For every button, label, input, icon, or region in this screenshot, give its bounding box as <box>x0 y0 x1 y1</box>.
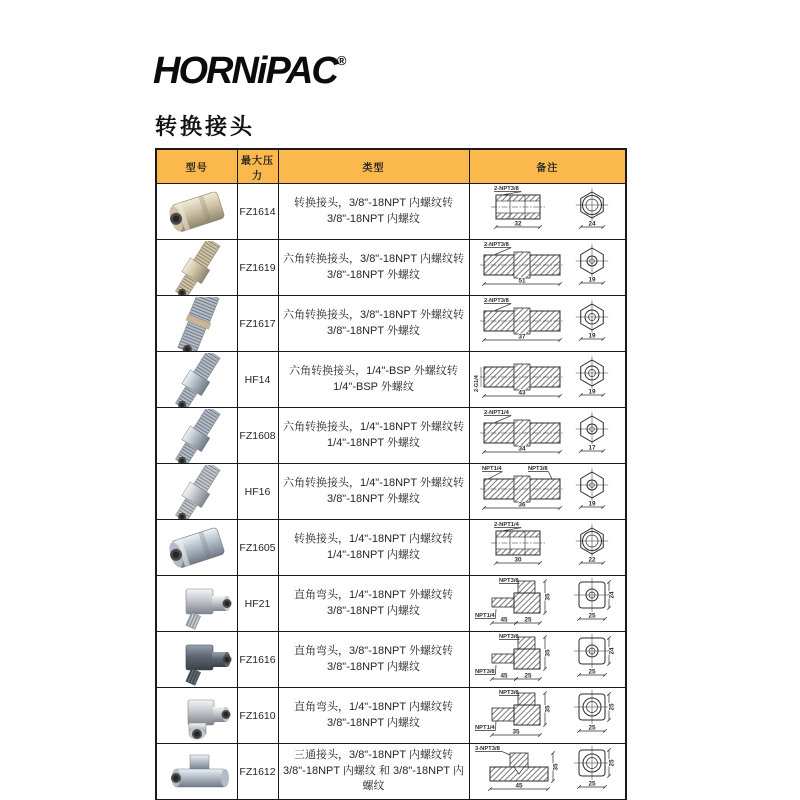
svg-text:35: 35 <box>544 705 552 713</box>
technical-drawing <box>472 352 623 407</box>
type-description: 直角弯头，1/4"-18NPT 外螺纹转 3/8"-18NPT 内螺纹 <box>294 588 453 617</box>
model-number: FZ1614 <box>239 205 276 218</box>
svg-text:2-NPT3/8: 2-NPT3/8 <box>493 186 519 192</box>
model-cell <box>237 688 278 744</box>
type-cell <box>278 632 469 688</box>
table-row <box>156 576 626 632</box>
technical-drawing-graphic <box>472 352 622 402</box>
svg-text:35: 35 <box>544 593 552 601</box>
drawing-cell <box>469 352 626 408</box>
table-row <box>156 464 626 520</box>
technical-drawing <box>472 408 623 463</box>
product-photo-graphic <box>162 577 232 631</box>
svg-text:19: 19 <box>588 388 596 396</box>
technical-drawing-graphic <box>472 520 622 570</box>
svg-text:19: 19 <box>588 500 596 508</box>
svg-text:25: 25 <box>608 703 616 711</box>
svg-text:25: 25 <box>588 724 596 732</box>
drawing-cell <box>469 744 626 800</box>
svg-text:2-NPT3/8: 2-NPT3/8 <box>483 242 509 248</box>
photo-cell <box>156 184 237 240</box>
product-photo-graphic <box>162 633 232 687</box>
drawing-cell <box>469 240 626 296</box>
type-description: 转换接头，3/8"-18NPT 内螺纹转 3/8"-18NPT 内螺纹 <box>294 196 453 225</box>
svg-text:25: 25 <box>588 668 596 676</box>
technical-drawing <box>472 632 623 687</box>
model-cell <box>237 408 278 464</box>
model-cell <box>237 744 278 800</box>
table-header-row <box>156 149 626 184</box>
type-description: 直角弯头，3/8"-18NPT 外螺纹转 3/8"-18NPT 内螺纹 <box>294 644 453 673</box>
svg-text:24: 24 <box>608 647 616 655</box>
table-row <box>156 408 626 464</box>
photo-cell <box>156 520 237 576</box>
technical-drawing <box>472 464 623 519</box>
svg-text:NPT3/8: NPT3/8 <box>474 669 495 675</box>
technical-drawing <box>472 688 623 743</box>
svg-text:25: 25 <box>588 612 596 620</box>
technical-drawing-graphic <box>472 408 622 458</box>
photo-cell <box>156 632 237 688</box>
drawing-cell <box>469 464 626 520</box>
svg-text:35: 35 <box>544 649 552 657</box>
model-number: FZ1617 <box>239 317 276 330</box>
technical-drawing <box>472 576 623 631</box>
svg-text:2-NPT3/8: 2-NPT3/8 <box>483 298 509 304</box>
svg-text:19: 19 <box>588 276 596 284</box>
product-photo-graphic <box>162 465 232 519</box>
brand-logo-text: HORNiPAC <box>153 50 337 92</box>
technical-drawing-graphic <box>472 240 622 290</box>
drawing-cell <box>469 688 626 744</box>
product-photo-graphic <box>162 185 232 239</box>
technical-drawing <box>472 296 623 351</box>
svg-text:45: 45 <box>515 782 523 790</box>
svg-text:3-NPT3/8: 3-NPT3/8 <box>474 746 500 752</box>
svg-text:NPT3/8: NPT3/8 <box>498 634 519 640</box>
type-description: 六角转换接头，3/8"-18NPT 内螺纹转 3/8"-18NPT 外螺纹 <box>283 252 464 281</box>
table-row <box>156 688 626 744</box>
drawing-cell <box>469 296 626 352</box>
drawing-cell <box>469 184 626 240</box>
model-cell <box>237 576 278 632</box>
technical-drawing-graphic <box>472 632 622 682</box>
table-row <box>156 352 626 408</box>
svg-text:24: 24 <box>588 220 596 228</box>
svg-text:NPT1/4: NPT1/4 <box>481 466 502 472</box>
technical-drawing <box>472 744 623 799</box>
type-cell <box>278 296 469 352</box>
type-cell <box>278 184 469 240</box>
type-cell <box>278 688 469 744</box>
model-cell <box>237 632 278 688</box>
table-row <box>156 744 626 800</box>
drawing-cell <box>469 408 626 464</box>
svg-text:NPT1/4: NPT1/4 <box>474 613 495 619</box>
svg-text:37: 37 <box>518 333 526 341</box>
technical-drawing-graphic <box>472 688 622 738</box>
model-number: FZ1610 <box>239 709 276 722</box>
svg-text:2-NPT1/4: 2-NPT1/4 <box>483 410 509 416</box>
technical-drawing-graphic <box>472 184 622 234</box>
technical-drawing-graphic <box>472 464 622 514</box>
model-number: FZ1616 <box>239 653 276 666</box>
svg-text:35: 35 <box>552 763 560 771</box>
svg-text:25: 25 <box>608 759 616 767</box>
model-cell <box>237 240 278 296</box>
product-photo-graphic <box>162 297 232 351</box>
type-description: 六角转换接头，1/4"-18NPT 外螺纹转 3/8"-18NPT 外螺纹 <box>283 476 464 505</box>
model-number: FZ1619 <box>239 261 276 274</box>
col-header-notes: 备注 <box>469 149 626 184</box>
product-photo-graphic <box>162 353 232 407</box>
photo-cell <box>156 240 237 296</box>
svg-text:25: 25 <box>524 616 532 624</box>
type-cell <box>278 744 469 800</box>
table-row <box>156 520 626 576</box>
type-cell <box>278 520 469 576</box>
svg-text:NPT3/8: NPT3/8 <box>527 466 548 472</box>
registered-trademark-icon: ® <box>336 53 347 68</box>
model-number: HF16 <box>244 485 271 498</box>
type-cell <box>278 464 469 520</box>
technical-drawing <box>472 520 623 575</box>
product-photo-graphic <box>162 745 232 799</box>
type-description: 转换接头，1/4"-18NPT 内螺纹转 1/4"-18NPT 内螺纹 <box>294 532 453 561</box>
svg-text:24: 24 <box>608 591 616 599</box>
table-row <box>156 240 626 296</box>
table-row <box>156 296 626 352</box>
product-photo-graphic <box>162 241 232 295</box>
model-cell <box>237 520 278 576</box>
type-cell <box>278 352 469 408</box>
products-table <box>155 148 627 800</box>
col-header-max-pressure: 最大压力 <box>237 149 278 184</box>
type-description: 直角弯头，1/4"-18NPT 内螺纹转 3/8"-18NPT 内螺纹 <box>294 700 453 729</box>
type-description: 六角转换接头，1/4"-18NPT 外螺纹转 1/4"-18NPT 外螺纹 <box>283 420 464 449</box>
svg-text:45: 45 <box>500 672 508 680</box>
drawing-cell <box>469 520 626 576</box>
photo-cell <box>156 352 237 408</box>
type-description: 六角转换接头，3/8"-18NPT 外螺纹转 3/8"-18NPT 外螺纹 <box>283 308 464 337</box>
model-number: FZ1605 <box>239 541 276 554</box>
technical-drawing <box>472 184 623 239</box>
model-number: FZ1612 <box>239 765 276 778</box>
brand-logo <box>153 50 346 93</box>
technical-drawing <box>472 240 623 295</box>
product-photo-graphic <box>162 409 232 463</box>
col-header-model: 型号 <box>156 149 237 184</box>
product-photo-graphic <box>162 689 232 743</box>
model-cell <box>237 464 278 520</box>
photo-cell <box>156 744 237 800</box>
svg-text:NPT3/8: NPT3/8 <box>498 690 519 696</box>
type-cell <box>278 240 469 296</box>
svg-text:30: 30 <box>514 556 522 564</box>
photo-cell <box>156 408 237 464</box>
col-header-type: 类型 <box>278 149 469 184</box>
table-body <box>156 184 626 800</box>
type-description: 三通接头，3/8"-18NPT 内螺纹转 3/8"-18NPT 内螺纹 和 3/8"-18NPT 内螺纹 <box>282 748 465 793</box>
table-row <box>156 184 626 240</box>
product-photo-graphic <box>162 521 232 575</box>
type-description: 六角转换接头，1/4"-BSP 外螺纹转 1/4"-BSP 外螺纹 <box>289 364 458 393</box>
svg-text:25: 25 <box>588 780 596 788</box>
technical-drawing-graphic <box>472 744 622 794</box>
svg-text:2-NPT1/4: 2-NPT1/4 <box>493 522 519 528</box>
technical-drawing-graphic <box>472 576 622 626</box>
type-cell <box>278 576 469 632</box>
svg-text:36: 36 <box>518 501 526 509</box>
page-title: 转换接头 <box>155 114 256 139</box>
model-number: HF14 <box>244 373 271 386</box>
svg-text:2-G1/4: 2-G1/4 <box>473 375 480 392</box>
model-number: HF21 <box>244 597 271 610</box>
svg-text:17: 17 <box>588 444 596 452</box>
svg-text:22: 22 <box>588 556 596 564</box>
model-cell <box>237 296 278 352</box>
svg-text:35: 35 <box>512 728 520 736</box>
technical-drawing-graphic <box>472 296 622 346</box>
type-cell <box>278 408 469 464</box>
svg-text:43: 43 <box>518 389 526 397</box>
model-number: FZ1608 <box>239 429 276 442</box>
photo-cell <box>156 464 237 520</box>
svg-text:NPT3/8: NPT3/8 <box>498 578 519 584</box>
svg-text:19: 19 <box>588 332 596 340</box>
svg-text:34: 34 <box>518 445 526 453</box>
photo-cell <box>156 688 237 744</box>
photo-cell <box>156 576 237 632</box>
svg-text:45: 45 <box>500 616 508 624</box>
svg-text:32: 32 <box>514 220 522 228</box>
table-row <box>156 632 626 688</box>
svg-text:NPT1/4: NPT1/4 <box>474 725 495 731</box>
model-cell <box>237 352 278 408</box>
svg-text:51: 51 <box>518 277 526 285</box>
model-cell <box>237 184 278 240</box>
svg-text:25: 25 <box>524 672 532 680</box>
drawing-cell <box>469 576 626 632</box>
drawing-cell <box>469 632 626 688</box>
photo-cell <box>156 296 237 352</box>
